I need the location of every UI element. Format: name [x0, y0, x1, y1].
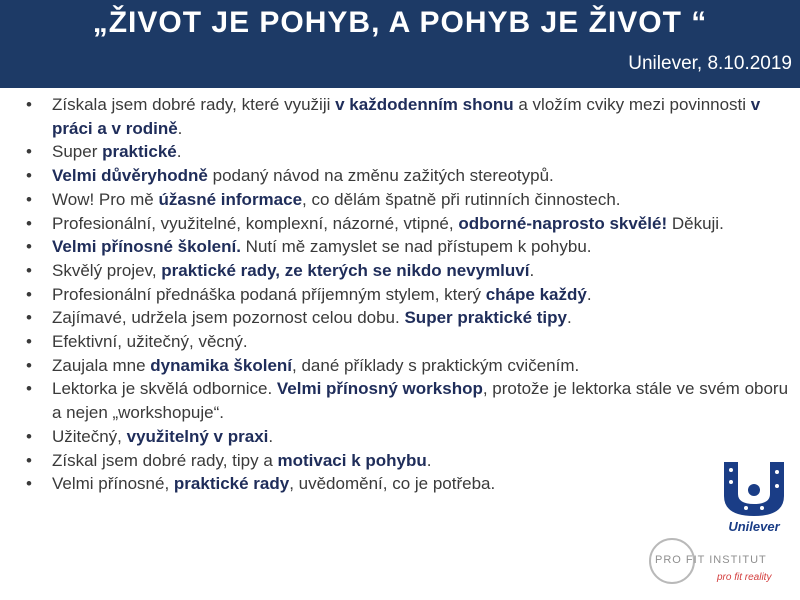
feedback-text: Zaujala mne — [52, 355, 151, 375]
feedback-list — [20, 93, 795, 496]
feedback-text: . — [586, 284, 592, 304]
feedback-item — [20, 235, 795, 259]
feedback-highlight: v každodenním shonu — [335, 95, 514, 114]
event-date-subtitle: Unilever, 8.10.2019 — [628, 53, 792, 74]
feedback-highlight: Super praktické tipy — [404, 308, 567, 328]
feedback-item — [20, 377, 795, 424]
unilever-wordmark: Unilever — [728, 519, 780, 534]
feedback-text: . — [529, 260, 535, 280]
feedback-text: a vložím cviky mezi povinnosti — [513, 95, 751, 114]
feedback-item — [20, 449, 795, 473]
page-title: „ŽIVOT JE POHYB, A POHYB JE ŽIVOT “ — [92, 6, 708, 39]
feedback-item — [20, 188, 795, 212]
feedback-text: Nutí mě zamyslet se nad přístupem k pohybu. — [240, 237, 592, 257]
feedback-item — [20, 354, 795, 378]
profit-slogan: pro fit reality — [717, 572, 772, 583]
feedback-text: Wow! Pro mě — [52, 189, 159, 209]
unilever-logo — [716, 460, 792, 534]
feedback-text: Užitečný, — [52, 426, 127, 446]
feedback-item — [20, 306, 795, 330]
feedback-text: Velmi přínosné, — [52, 474, 174, 494]
feedback-item — [20, 259, 795, 283]
feedback-text: . — [426, 450, 432, 470]
feedback-text: Získala jsem dobré rady, které využiji — [52, 95, 336, 114]
feedback-text: , dané příklady s praktickým cvičením. — [292, 355, 580, 375]
feedback-text: Děkuji. — [667, 213, 724, 233]
feedback-highlight: praktické rady — [173, 474, 290, 494]
feedback-text: Lektorka je skvělá odbornice. — [52, 379, 277, 399]
feedback-text: Profesionální přednáška podaná příjemným stylem, který — [52, 284, 486, 304]
unilever-u-icon — [716, 460, 792, 518]
feedback-text: . — [566, 308, 572, 328]
feedback-text: podaný návod na změnu zažitých stereotypů. — [207, 166, 554, 186]
feedback-text: . — [176, 142, 182, 162]
feedback-highlight: v práci a v rodině — [52, 95, 761, 138]
feedback-text: . — [268, 426, 274, 446]
feedback-item — [20, 140, 795, 164]
feedback-item — [20, 472, 795, 496]
profit-institut-logo — [647, 532, 797, 596]
feedback-item — [20, 425, 795, 449]
feedback-highlight: využitelný v praxi — [126, 426, 269, 446]
feedback-highlight: úžasné informace — [158, 189, 303, 209]
profit-institut-name: PRO FIT INSTITUT — [655, 554, 767, 566]
feedback-text: Efektivní, užitečný, věcný. — [52, 332, 248, 352]
feedback-text: . — [177, 118, 183, 138]
feedback-highlight: chápe každý — [485, 284, 587, 304]
feedback-text: Zajímavé, udržela jsem pozornost celou dobu. — [52, 308, 405, 328]
feedback-highlight: odborné-naprosto skvělé! — [458, 213, 668, 233]
feedback-text: Skvělý projev, — [52, 260, 162, 280]
feedback-text: , co dělám špatně při rutinních činnostech. — [302, 189, 621, 209]
feedback-highlight: praktické rady, ze kterých se nikdo nevymluví — [161, 260, 530, 280]
feedback-highlight: praktické — [102, 142, 177, 162]
title-banner — [0, 0, 800, 88]
feedback-highlight: Velmi přínosné školení. — [52, 237, 241, 257]
feedback-highlight: Velmi důvěryhodně — [52, 166, 208, 186]
feedback-text: Profesionální, využitelné, komplexní, názorné, vtipné, — [52, 213, 459, 233]
feedback-text: Super — [52, 142, 103, 162]
feedback-item — [20, 212, 795, 236]
feedback-highlight: Velmi přínosný workshop — [276, 379, 483, 399]
feedback-text: , protože je lektorka stále ve svém oboru a nejen „workshopuje“. — [52, 379, 789, 423]
feedback-highlight: motivaci k pohybu — [277, 450, 427, 470]
feedback-item — [20, 164, 795, 188]
feedback-text: Získal jsem dobré rady, tipy a — [52, 450, 278, 470]
feedback-text: , uvědomění, co je potřeba. — [289, 474, 496, 494]
feedback-highlight: dynamika školení — [150, 355, 293, 375]
feedback-item — [20, 93, 795, 140]
feedback-item — [20, 330, 795, 354]
feedback-item — [20, 283, 795, 307]
